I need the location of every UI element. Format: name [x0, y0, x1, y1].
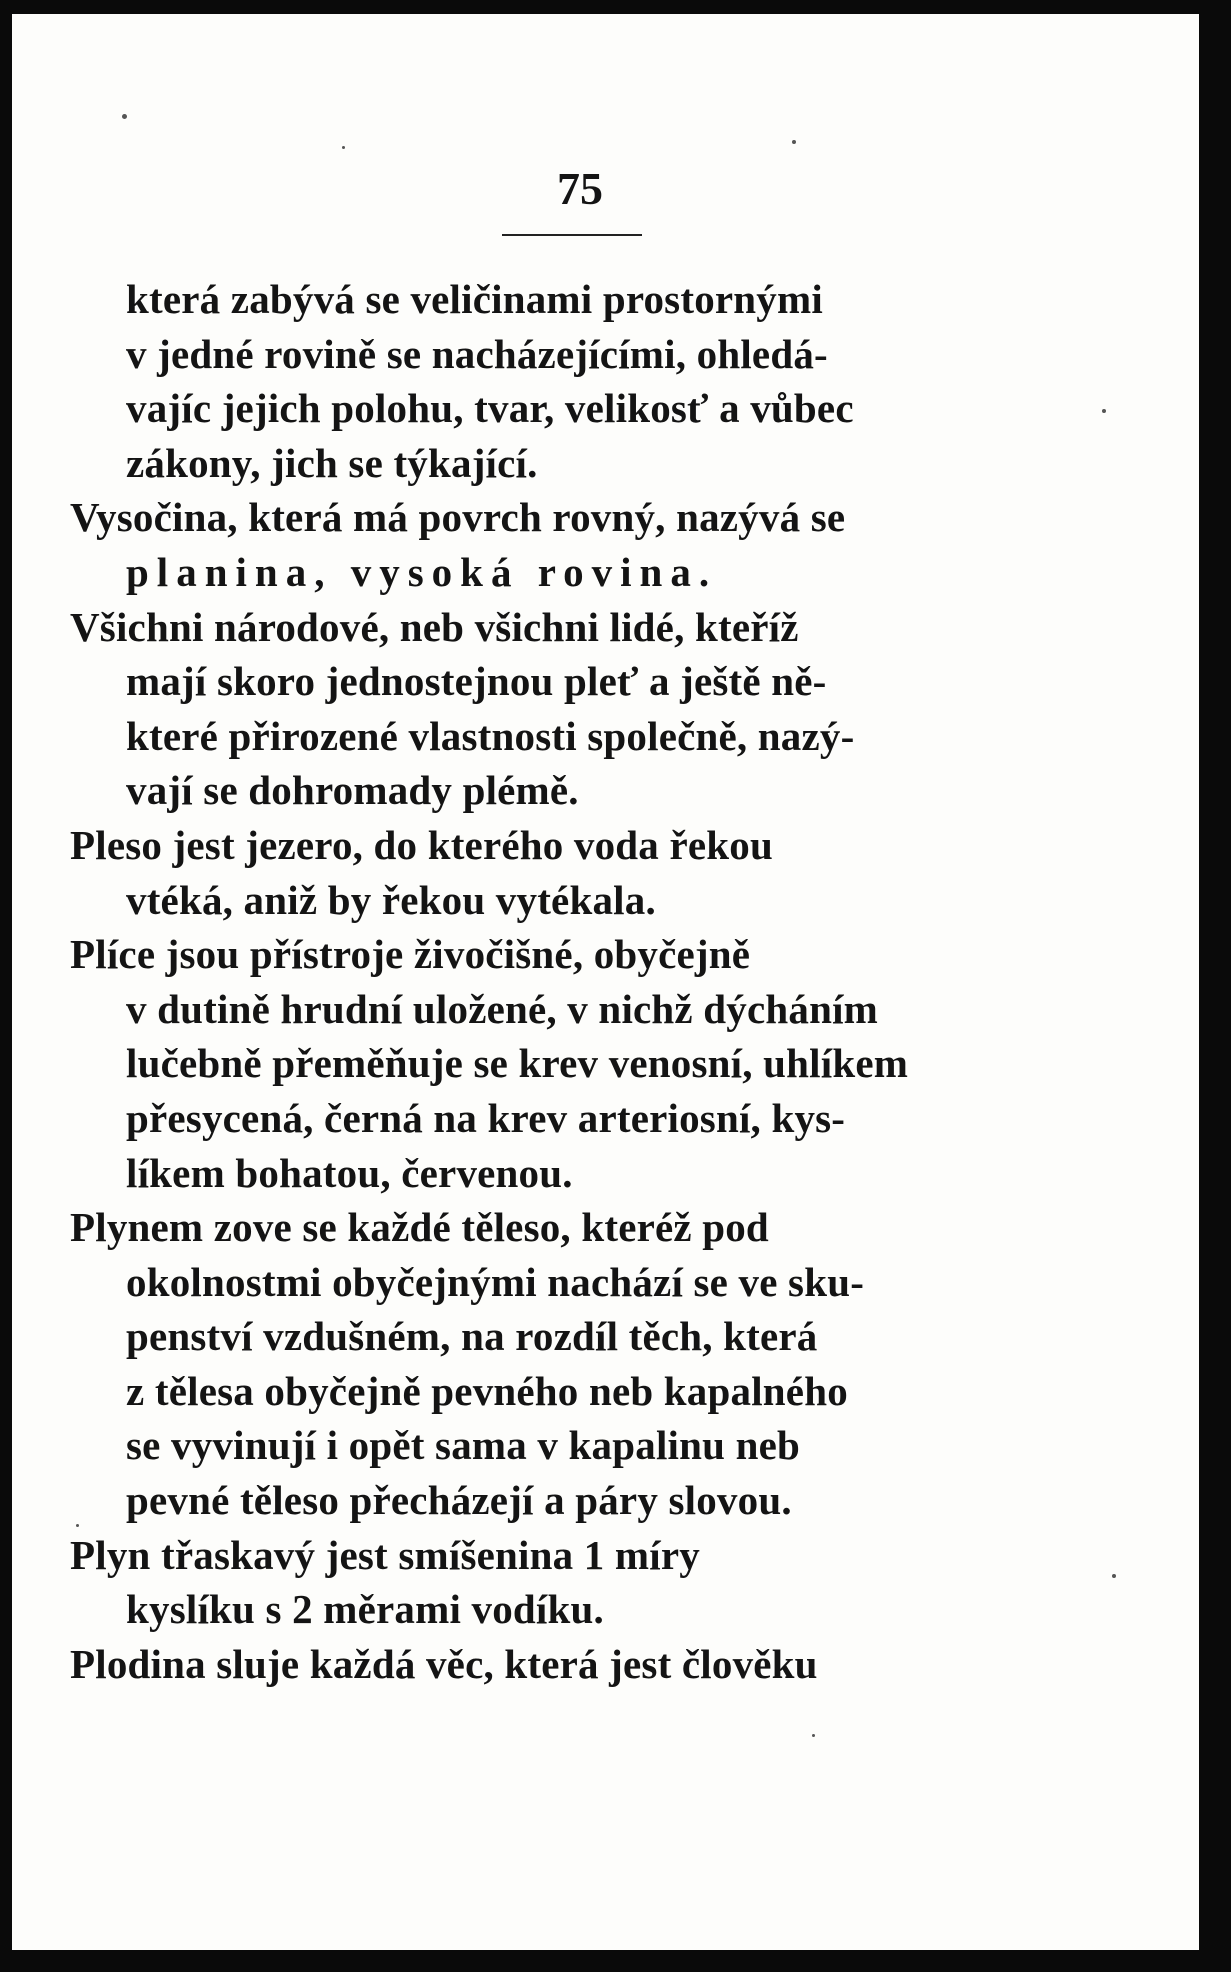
text-line: okolnostmi obyčejnými nachází se ve sku- — [126, 1258, 865, 1305]
entry-line-plyn: Plynem zove se každé těleso, kteréž pod — [70, 1204, 769, 1251]
entry-line-plice: Plíce jsou přístroje živočišné, obyčejně — [70, 931, 751, 978]
text-line: která zabývá se veličinami prostornými — [126, 276, 823, 322]
entry-line-vysocina: Vysočina, která má povrch rovný, nazývá se — [70, 494, 846, 541]
entry-line-plodina: Plodina sluje každá věc, která jest člověku — [70, 1640, 818, 1687]
scan-speck — [122, 114, 127, 119]
text-line: z tělesa obyčejně pevného neb kapalného — [126, 1367, 848, 1414]
page-number: 75 — [557, 163, 603, 214]
text-line: v jedné rovině se nacházejícími, ohledá- — [126, 330, 828, 377]
text-line: mají skoro jednostejnou pleť a ještě ně- — [126, 658, 827, 705]
text-line: lučebně přeměňuje se krev venosní, uhlíkem — [126, 1040, 909, 1087]
scan-speck — [792, 140, 796, 144]
entry-line-pleso: Pleso jest jezero, do kterého voda řekou — [70, 821, 773, 868]
text-line: zákony, jich se týkající. — [126, 439, 538, 486]
scan-speck — [1112, 1574, 1116, 1578]
text-line: líkem bohatou, červenou. — [126, 1149, 573, 1196]
book-page — [70, 164, 1060, 1691]
text-line: vajíc jejich polohu, tvar, velikosť a vůbec — [126, 385, 854, 432]
entry-line-plemeno: Všichni národové, neb všichni lidé, kteříž — [70, 603, 799, 650]
page-number-underline — [502, 234, 642, 236]
text-line: v dutině hrudní uložené, v nichž dýcháním — [126, 985, 879, 1032]
text-line: kyslíku s 2 měrami vodíku. — [126, 1586, 604, 1633]
text-line: penství vzdušném, na rozdíl těch, která — [126, 1313, 818, 1360]
entry-line-plyn-traskavy: Plyn třaskavý jest smíšenina 1 míry — [70, 1531, 700, 1578]
scan-speck — [342, 146, 345, 149]
text-line: které přirozené vlastnosti společně, nazý- — [126, 712, 855, 759]
text-line: planina, vysoká rovina. — [126, 548, 718, 595]
text-line: vají se dohromady plémě. — [126, 767, 579, 814]
text-line: vtéká, aniž by řekou vytékala. — [126, 876, 656, 923]
text-line: se vyvinují i opět sama v kapalinu neb — [126, 1422, 800, 1469]
scan-speck — [1102, 409, 1106, 413]
scan-speck — [812, 1734, 815, 1737]
scan-speck — [76, 1524, 79, 1527]
text-line: přesycená, černá na krev arteriosní, kys- — [126, 1094, 846, 1141]
text-line: pevné těleso přecházejí a páry slovou. — [126, 1477, 792, 1524]
